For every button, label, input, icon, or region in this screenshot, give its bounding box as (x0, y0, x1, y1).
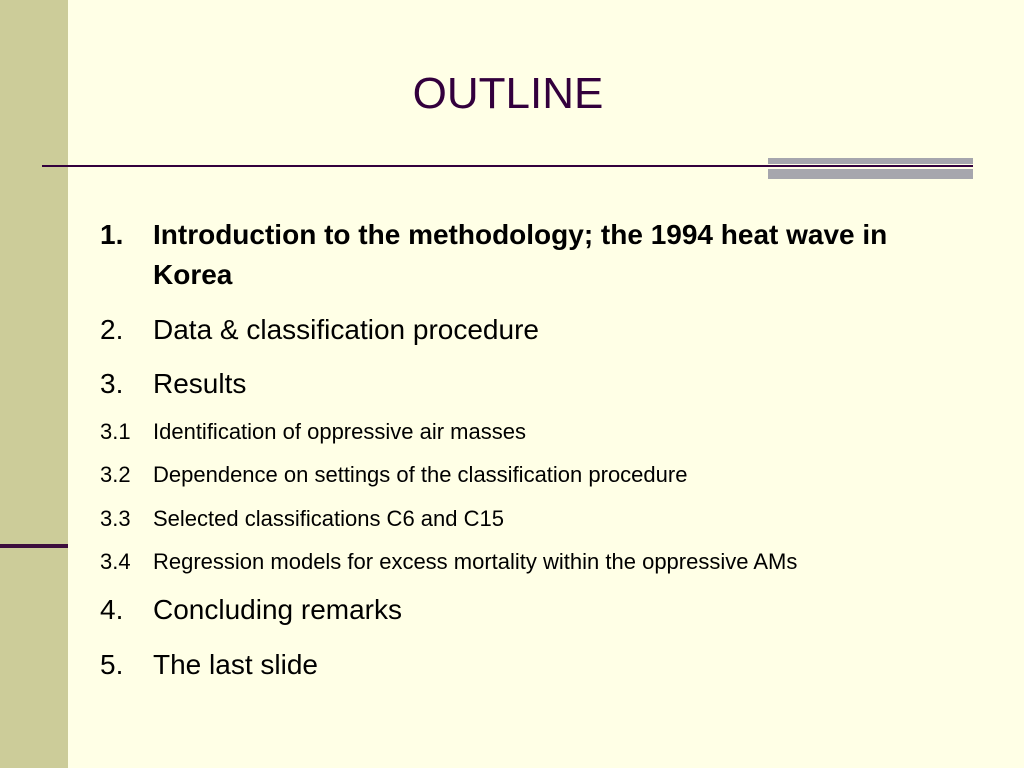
title-underline-rule (42, 165, 973, 167)
slide-title: OUTLINE (412, 69, 604, 118)
item-text: Selected classifications C6 and C15 (153, 506, 504, 531)
item-number: 3.4 (100, 549, 131, 574)
item-number: 3.3 (100, 506, 131, 531)
slide-title-container (0, 68, 1024, 120)
left-band-accent-bar (0, 544, 68, 548)
item-number: 3.2 (100, 462, 131, 487)
item-text: Introduction to the methodology; the 1994 heat wave in Korea (153, 219, 888, 290)
item-text: The last slide (153, 649, 318, 680)
item-number: 2. (100, 314, 124, 345)
item-text: Concluding remarks (153, 594, 402, 625)
item-text: Results (153, 368, 247, 399)
item-number: 3.1 (100, 419, 131, 444)
item-number: 4. (100, 594, 124, 625)
item-text: Regression models for excess mortality within the oppressive AMs (153, 549, 798, 574)
item-number: 1. (100, 219, 124, 250)
item-number: 5. (100, 649, 124, 680)
item-number: 3. (100, 368, 124, 399)
gray-accent-bar-bottom (768, 169, 973, 179)
item-text: Data & classification procedure (153, 314, 539, 345)
item-text: Identification of oppressive air masses (153, 419, 526, 444)
item-text: Dependence on settings of the classification procedure (153, 462, 688, 487)
gray-accent-bar-top (768, 158, 973, 164)
